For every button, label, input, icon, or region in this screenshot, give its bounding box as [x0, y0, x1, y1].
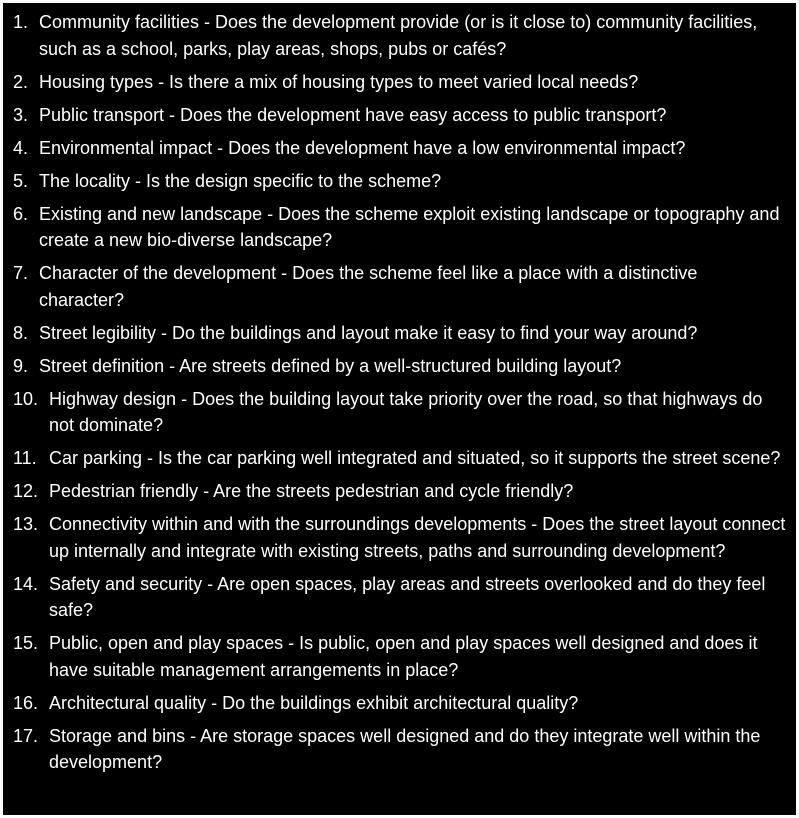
list-item [13, 386, 786, 439]
item-number: 14. [13, 573, 39, 594]
item-text: Architectural quality - Do the buildings exhibit architectural quality? [49, 692, 579, 713]
criteria-list-panel [3, 3, 796, 815]
item-text: Street legibility - Do the buildings and layout make it easy to find your way around? [39, 322, 698, 343]
item-number: 17. [13, 725, 39, 746]
item-number: 16. [13, 692, 39, 713]
item-number: 13. [13, 514, 39, 534]
item-text: Public transport - Does the development have easy access to public transport? [39, 104, 667, 125]
list-item [13, 69, 786, 96]
list-item [13, 168, 786, 195]
item-text: Character of the development - Does the scheme feel like a place with a distinctive character? [39, 263, 698, 310]
item-number: 3. [13, 104, 29, 125]
item-text: The locality - Is the design specific to the scheme? [39, 170, 442, 191]
list-item [13, 201, 786, 254]
list-item [13, 445, 786, 472]
list-item [13, 511, 786, 564]
list-item [13, 135, 786, 162]
list-item [13, 102, 786, 129]
item-text: Pedestrian friendly - Are the streets pedestrian and cycle friendly? [49, 481, 574, 501]
item-text: Community facilities - Does the development provide (or is it close to) community facilities, such as a school, parks, play areas, shops, pubs or cafés? [39, 12, 758, 59]
item-number: 9. [13, 355, 29, 376]
list-item [13, 260, 786, 313]
item-text: Highway design - Does the building layout take priority over the road, so that highways do not dominate? [49, 388, 763, 435]
list-item [13, 478, 786, 505]
item-text: Connectivity within and with the surroundings developments - Does the street layout connect up internally and integrate with existing streets, paths and surrounding development? [49, 514, 786, 561]
item-text: Existing and new landscape - Does the scheme exploit existing landscape or topography and create a new bio-diverse landscape? [39, 203, 780, 250]
item-number: 15. [13, 633, 39, 653]
item-text: Public, open and play spaces - Is public, open and play spaces well designed and does it have suitable management arrangements in place? [49, 633, 758, 680]
list-item [13, 320, 786, 347]
item-text: Storage and bins - Are storage spaces well designed and do they integrate well within the development? [49, 725, 761, 772]
item-text: Housing types - Is there a mix of housing types to meet varied local needs? [39, 71, 639, 92]
item-text: Environmental impact - Does the development have a low environmental impact? [39, 137, 686, 158]
item-text: Safety and security - Are open spaces, play areas and streets overlooked and do they feel safe? [49, 573, 766, 620]
item-number: 10. [13, 388, 39, 409]
item-number: 1. [13, 12, 29, 32]
list-item [13, 9, 786, 62]
list-item [13, 630, 786, 683]
item-text: Car parking - Is the car parking well integrated and situated, so it supports the street scene? [49, 448, 781, 468]
item-number: 12. [13, 481, 39, 501]
item-number: 8. [13, 322, 29, 343]
list-item [13, 690, 786, 717]
item-number: 6. [13, 203, 29, 224]
item-number: 4. [13, 137, 29, 158]
item-number: 5. [13, 170, 29, 191]
item-number: 11. [13, 448, 37, 468]
list-item [13, 571, 786, 624]
list-item [13, 353, 786, 380]
list-item [13, 723, 786, 776]
item-number: 7. [13, 263, 29, 283]
item-text: Street definition - Are streets defined by a well-structured building layout? [39, 355, 622, 376]
item-number: 2. [13, 71, 29, 92]
